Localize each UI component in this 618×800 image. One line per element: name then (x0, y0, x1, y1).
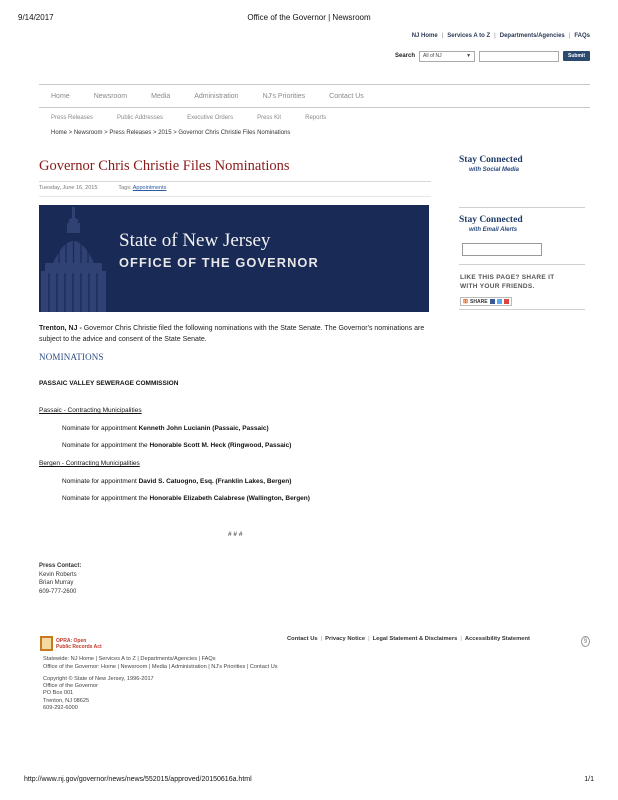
nomination-line (62, 495, 310, 502)
utility-links (412, 33, 590, 39)
subnav-press-kit[interactable]: Press Kit (257, 115, 282, 121)
divider (459, 207, 585, 208)
separator: | (368, 636, 370, 642)
sub-nav (39, 112, 338, 124)
share-button-label: SHARE (470, 298, 488, 305)
footer-statewide-links[interactable]: Statewide: NJ Home | Services A to Z | Departments/Agencies | FAQs (43, 656, 216, 662)
footer-link-privacy[interactable]: Privacy Notice (325, 636, 366, 642)
subnav-press-releases[interactable]: Press Releases (51, 115, 94, 121)
plus-icon: ⊞ (463, 299, 469, 305)
util-link-faqs[interactable]: FAQs (574, 33, 590, 39)
share-button[interactable] (460, 297, 512, 306)
twitter-icon (497, 299, 502, 304)
divider (459, 309, 585, 310)
commission-name: PASSAIC VALLEY SEWERAGE COMMISSION (39, 380, 179, 387)
group-heading-passaic: Passaic - Contracting Municipalities (39, 407, 142, 414)
nomination-line (62, 425, 269, 432)
end-mark: # # # (228, 531, 243, 538)
breadcrumb[interactable]: Home > Newsroom > Press Releases > 2015 > Governor Chris Christie Files Nominations (51, 130, 291, 136)
subnav-reports[interactable]: Reports (305, 115, 327, 121)
print-date: 9/14/2017 (18, 13, 54, 22)
search-submit-button[interactable]: Submit (563, 51, 590, 61)
governor-banner (39, 205, 429, 312)
share-heading (460, 273, 554, 291)
footer-link-accessibility[interactable]: Accessibility Statement (464, 636, 530, 642)
nav-priorities[interactable]: NJ's Priorities (262, 92, 306, 100)
chevron-down-icon: ▼ (466, 52, 472, 59)
separator: | (568, 33, 571, 39)
nomination-line (62, 478, 291, 485)
footer-links (287, 636, 530, 642)
footer-link-contact[interactable]: Contact Us (287, 636, 318, 642)
article-meta (39, 185, 166, 191)
nav-administration[interactable]: Administration (194, 92, 239, 100)
search-bar (395, 50, 590, 62)
dateline: Trenton, NJ - (39, 325, 84, 332)
search-input[interactable] (479, 51, 559, 62)
print-url: http://www.nj.gov/governor/news/news/552015/approved/20150616a.html (24, 776, 252, 783)
press-contact-label: Press Contact: (39, 563, 82, 569)
banner-office-title: OFFICE OF THE GOVERNOR (119, 255, 319, 270)
nav-home[interactable]: Home (51, 92, 70, 100)
nominate-prefix: Nominate for appointment the (62, 495, 150, 502)
copyright: Copyright © State of New Jersey, 1996-2017 (43, 676, 154, 682)
article-intro (39, 324, 431, 345)
util-link-services[interactable]: Services A to Z (447, 33, 491, 39)
contact-name: Kevin Roberts (39, 571, 77, 578)
nominee-name: Kenneth John Lucianin (Passaic, Passaic) (138, 425, 269, 432)
facebook-icon (490, 299, 495, 304)
group-heading-bergen: Bergen - Contracting Municipalities (39, 460, 140, 467)
nominee-name: Honorable Elizabeth Calabrese (Wallington, Bergen) (149, 495, 310, 502)
opra-logo-graphic (40, 636, 104, 651)
email-input[interactable] (462, 243, 542, 256)
util-link-departments[interactable]: Departments/Agencies (499, 33, 565, 39)
press-contact (39, 562, 81, 596)
search-scope-select[interactable] (419, 51, 475, 62)
nominee-name: David S. Catuogno, Esq. (Franklin Lakes, Bergen) (138, 478, 292, 485)
stay-connected-heading: Stay Connected (459, 215, 523, 225)
print-title: Office of the Governor | Newsroom (247, 13, 371, 22)
subnav-executive-orders[interactable]: Executive Orders (187, 115, 234, 121)
search-scope-value: All of NJ (423, 52, 442, 59)
separator: | (320, 636, 323, 642)
article-date: Tuesday, June 16, 2015 (39, 185, 98, 191)
nav-media[interactable]: Media (151, 92, 171, 100)
separator: | (494, 33, 496, 39)
divider (39, 196, 431, 197)
state-seal-icon: § (581, 636, 590, 647)
address-line: PO Box 001 (43, 690, 74, 697)
tag-link[interactable]: Appointments (132, 185, 167, 191)
nominee-name: Honorable Scott M. Heck (Ringwood, Passaic) (149, 442, 292, 449)
subnav-public-addresses[interactable]: Public Addresses (117, 115, 164, 121)
contact-phone: 609-777-2600 (39, 588, 77, 595)
nominations-heading: NOMINATIONS (39, 352, 104, 362)
page-title: Governor Chris Christie Files Nominations (39, 158, 290, 174)
footer-nav (43, 656, 278, 671)
share-line: WITH YOUR FRIENDS. (460, 283, 535, 290)
footer-address (43, 676, 154, 712)
tags-label: Tags: (118, 185, 132, 191)
address-phone: 609-292-6000 (43, 704, 78, 711)
address-line: Office of the Governor (43, 683, 98, 690)
stay-connected-heading: Stay Connected (459, 155, 523, 165)
opra-logo-line2: Public Records Act (56, 644, 102, 650)
contact-name: Brian Murray (39, 580, 74, 586)
email-alerts-link[interactable]: with Email Alerts (469, 227, 518, 233)
print-header (18, 13, 600, 25)
nav-newsroom[interactable]: Newsroom (93, 92, 128, 100)
footer-link-legal[interactable]: Legal Statement & Disclaimers (372, 636, 458, 642)
social-media-link[interactable]: with Social Media (469, 167, 520, 173)
banner-state-title: State of New Jersey (119, 230, 271, 251)
email-icon (504, 299, 509, 304)
address-line: Trenton, NJ 08625 (43, 697, 90, 704)
util-link-nj-home[interactable]: NJ Home (411, 33, 438, 39)
print-footer (24, 776, 594, 786)
share-line: LIKE THIS PAGE? SHARE IT (460, 274, 555, 281)
separator: | (441, 33, 444, 39)
nominate-prefix: Nominate for appointment the (62, 442, 150, 449)
main-nav (39, 84, 590, 108)
nominate-prefix: Nominate for appointment (62, 478, 139, 485)
footer-office-links[interactable]: Office of the Governor: Home | Newsroom | Media | Administration | NJ's Priorities | Contact Us (43, 663, 278, 670)
nav-contact[interactable]: Contact Us (329, 92, 364, 100)
separator: | (460, 636, 462, 642)
opra-logo[interactable] (40, 636, 104, 651)
divider (459, 264, 585, 265)
nomination-line (62, 442, 291, 449)
intro-text: Governor Chris Christie filed the following nominations with the State Senate. The Governor's nominations are subject to the advice and consent of the State Senate. (39, 325, 425, 343)
nominate-prefix: Nominate for appointment (62, 425, 139, 432)
opra-logo-line1: OPRA: Open (56, 638, 87, 644)
search-label: Search (395, 53, 416, 59)
print-page-number: 1/1 (584, 776, 594, 783)
divider (39, 181, 431, 182)
